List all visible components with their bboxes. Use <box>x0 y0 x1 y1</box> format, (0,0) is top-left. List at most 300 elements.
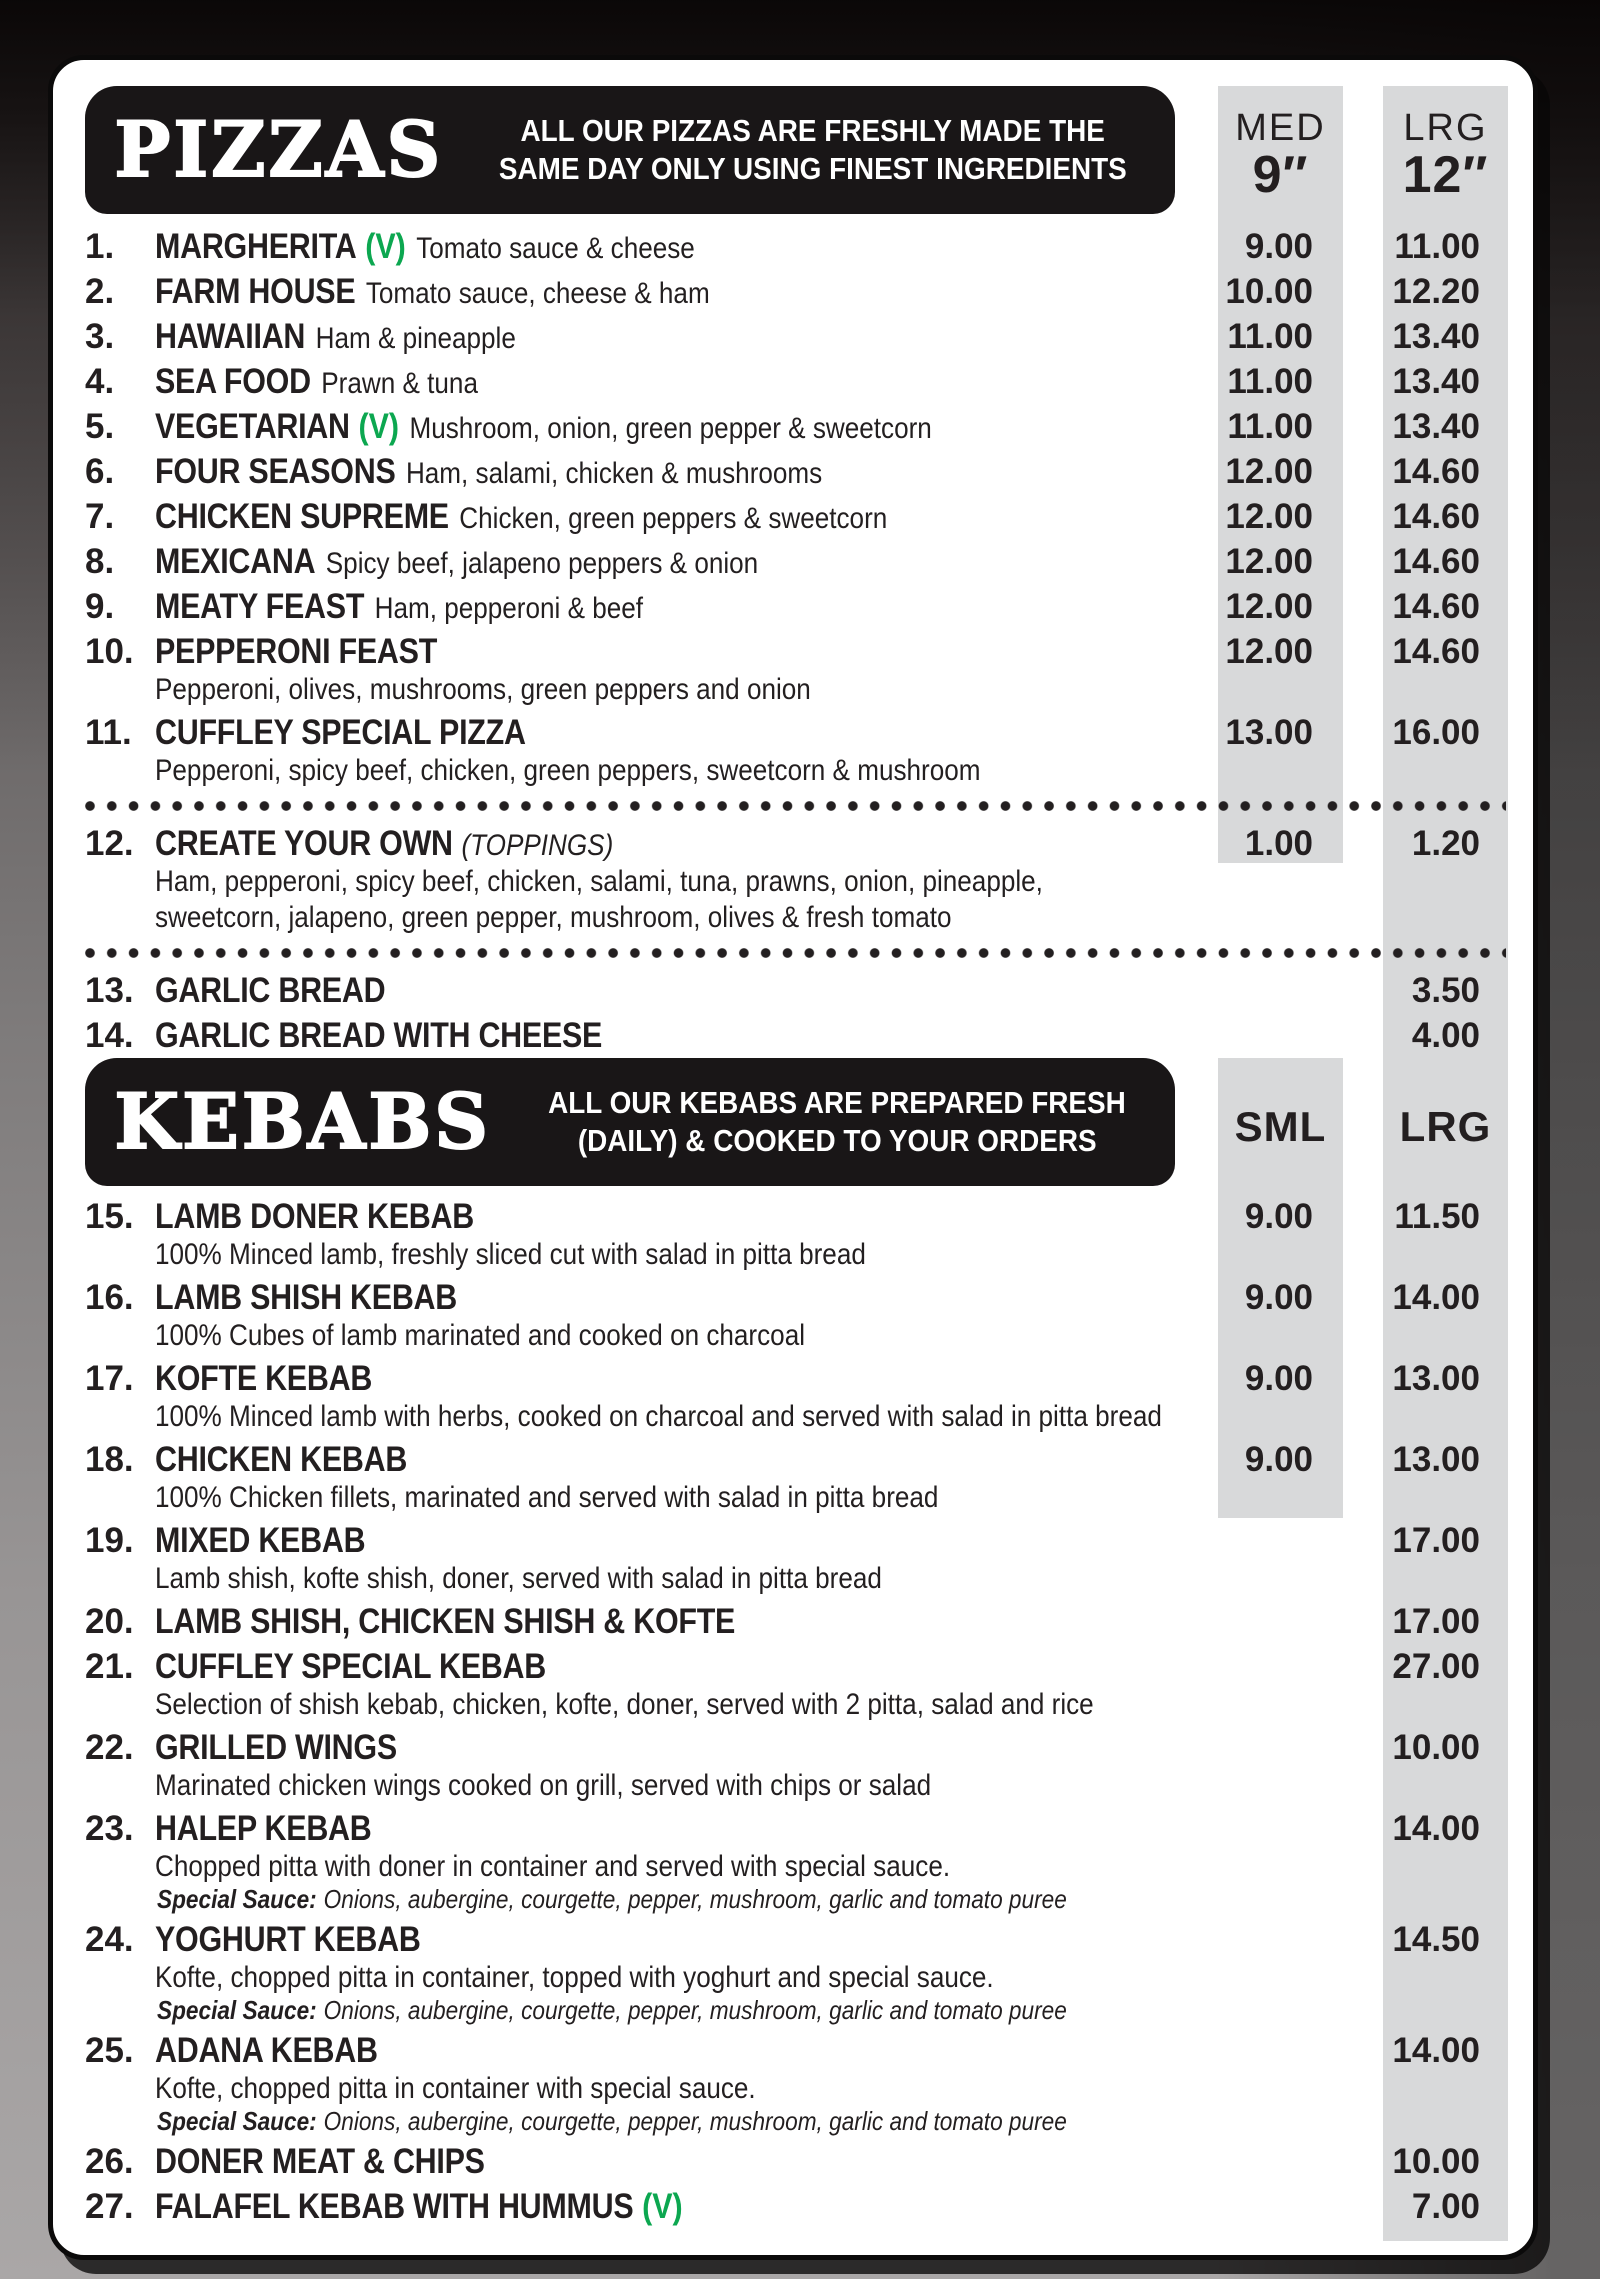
item-description-text: Pepperoni, spicy beef, chicken, green peppers, sweetcorn & mushroom <box>155 754 981 787</box>
menu-item-row <box>85 2028 1508 2139</box>
item-number: 13. <box>85 971 134 1010</box>
price-column-lrg <box>1383 821 1508 938</box>
item-description-line <box>85 902 1218 938</box>
section-tagline-text: ALL OUR KEBABS ARE PREPARED FRESH <box>548 1085 1126 1120</box>
item-title-line <box>85 1275 1218 1320</box>
column-gap <box>1343 1806 1383 1917</box>
spacer-band-left <box>1218 1186 1343 1194</box>
price-med: 9.00 <box>1244 227 1313 266</box>
menu-item-row <box>85 710 1508 791</box>
price-column-sml <box>1218 1644 1343 1725</box>
section-header-cell <box>85 86 1218 214</box>
menu-item-cell <box>85 2184 1218 2229</box>
item-title-line <box>85 449 1218 494</box>
item-title-line <box>85 1806 1218 1851</box>
section-tagline-text: ALL OUR PIZZAS ARE FRESHLY MADE THE <box>520 113 1105 148</box>
price-column-med <box>1218 359 1343 404</box>
item-description-line <box>85 2073 1218 2109</box>
item-title-line <box>85 269 1218 314</box>
column-header-med <box>1218 86 1343 214</box>
menu-item-cell <box>85 359 1218 404</box>
menu-item-row <box>85 449 1508 494</box>
item-number: 24. <box>85 1920 134 1959</box>
menu-item-cell <box>85 224 1218 269</box>
veg-indicator: (V) <box>358 407 400 446</box>
price-lrg: 14.60 <box>1392 497 1480 536</box>
price-column-lrg <box>1383 1194 1508 1275</box>
item-name: GARLIC BREAD WITH CHEESE <box>155 1016 603 1055</box>
item-title-line <box>85 314 1218 359</box>
menu-item-cell <box>85 2139 1218 2184</box>
section-tagline <box>451 112 1175 188</box>
price-lrg: 13.40 <box>1392 407 1480 446</box>
menu-item-cell <box>85 404 1218 449</box>
menu-item-row <box>85 1644 1508 1725</box>
price-column-sml <box>1218 1194 1343 1275</box>
menu-item-cell <box>85 1725 1218 1806</box>
price-lrg: 4.00 <box>1411 1016 1480 1055</box>
item-description-text: Chopped pitta with doner in container and served with special sauce. <box>155 1850 951 1883</box>
item-number: 14. <box>85 1016 134 1055</box>
column-size: 12″ <box>1402 146 1489 204</box>
veg-indicator: (V) <box>365 227 406 266</box>
price-lrg: 14.60 <box>1392 632 1480 671</box>
price-column-med <box>1218 584 1343 629</box>
section-title: PIZZAS <box>114 105 444 194</box>
item-number: 10. <box>85 632 134 671</box>
column-gap <box>1343 449 1383 494</box>
menu-item-cell <box>85 494 1218 539</box>
price-column-lrg <box>1383 1013 1508 1058</box>
menu-item-cell <box>85 1194 1218 1275</box>
item-number: 8. <box>85 542 115 581</box>
price-med: 12.00 <box>1225 497 1313 536</box>
item-description-text: Lamb shish, kofte shish, doner, served with salad in pitta bread <box>155 1562 882 1595</box>
column-label: LRG <box>1403 107 1488 149</box>
price-column-sml <box>1218 1599 1343 1644</box>
section-header-cell <box>85 1058 1218 1186</box>
spacer-cell <box>85 214 1218 224</box>
item-name: MARGHERITA <box>155 227 357 266</box>
item-title-line <box>85 629 1218 674</box>
dotted-divider <box>85 801 1506 811</box>
item-description-text: Marinated chicken wings cooked on grill, served with chips or salad <box>155 1769 932 1802</box>
item-title-line <box>85 2184 1218 2229</box>
price-column-sml <box>1218 1275 1343 1356</box>
menu-item-row <box>85 1194 1508 1275</box>
spacer-cell <box>85 2229 1218 2241</box>
menu-item-cell <box>85 710 1218 791</box>
item-number: 11. <box>85 713 132 752</box>
price-column-sml <box>1218 2139 1343 2184</box>
column-gap <box>1343 2184 1383 2229</box>
column-gap <box>1343 2028 1383 2139</box>
item-number: 25. <box>85 2031 134 2070</box>
item-number: 20. <box>85 1602 134 1641</box>
section-tagline-text: SAME DAY ONLY USING FINEST INGREDIENTS <box>498 151 1127 186</box>
menu-item-cell <box>85 1806 1218 1917</box>
divider-row <box>85 791 1508 821</box>
menu-item-row <box>85 1437 1508 1518</box>
price-column-lrg <box>1383 269 1508 314</box>
menu-item-row <box>85 224 1508 269</box>
price-med: 11.00 <box>1227 317 1313 356</box>
price-lrg: 16.00 <box>1392 713 1480 752</box>
column-gap <box>1343 214 1383 224</box>
price-med: 13.00 <box>1225 713 1313 752</box>
price-column-lrg <box>1383 1644 1508 1725</box>
price-sml: 9.00 <box>1244 1197 1313 1236</box>
item-description-text: Kofte, chopped pitta in container, topped with yoghurt and special sauce. <box>155 1961 994 1994</box>
item-description: Spicy beef, jalapeno peppers & onion <box>325 547 759 580</box>
item-description-line <box>85 1770 1218 1806</box>
menu-item-cell <box>85 269 1218 314</box>
special-sauce-group <box>157 2106 1067 2138</box>
item-name: MEATY FEAST <box>155 587 365 626</box>
price-lrg: 17.00 <box>1392 1602 1480 1641</box>
section-tagline-text: (DAILY) & COOKED TO YOUR ORDERS <box>577 1123 1097 1158</box>
item-description-line <box>85 755 1218 791</box>
price-column-med <box>1218 1013 1343 1058</box>
item-name: CUFFLEY SPECIAL PIZZA <box>155 713 526 752</box>
price-column-lrg <box>1383 1437 1508 1518</box>
price-med: 11.00 <box>1227 362 1313 401</box>
price-med: 12.00 <box>1225 452 1313 491</box>
column-gap <box>1343 359 1383 404</box>
section-tagline-line <box>451 150 1175 188</box>
column-gap <box>1343 1917 1383 2028</box>
item-name: LAMB SHISH, CHICKEN SHISH & KOFTE <box>155 1602 736 1641</box>
menu-item-row <box>85 968 1508 1013</box>
item-description-line <box>85 1482 1218 1518</box>
price-column-sml <box>1218 1356 1343 1437</box>
price-column-med <box>1218 269 1343 314</box>
menu-item-cell <box>85 449 1218 494</box>
spacer-band-left <box>1218 214 1343 224</box>
item-title-line <box>85 1194 1218 1239</box>
menu-item-cell <box>85 1917 1218 2028</box>
price-column-lrg <box>1383 539 1508 584</box>
item-number: 26. <box>85 2142 134 2181</box>
column-gap <box>1343 2139 1383 2184</box>
column-header-sml <box>1218 1058 1343 1186</box>
item-name: CUFFLEY SPECIAL KEBAB <box>155 1647 546 1686</box>
price-lrg: 14.50 <box>1392 1920 1480 1959</box>
veg-indicator: (V) <box>642 2187 683 2226</box>
price-column-med <box>1218 494 1343 539</box>
menu-item-cell <box>85 584 1218 629</box>
price-column-lrg <box>1383 2184 1508 2229</box>
item-number: 1. <box>85 227 115 266</box>
menu-item-row <box>85 539 1508 584</box>
price-lrg: 14.00 <box>1392 2031 1480 2070</box>
column-gap <box>1343 539 1383 584</box>
price-column-med <box>1218 224 1343 269</box>
item-description: Mushroom, onion, green pepper & sweetcorn <box>409 412 932 445</box>
menu-item-row <box>85 1806 1508 1917</box>
item-name: MIXED KEBAB <box>155 1521 366 1560</box>
price-med: 12.00 <box>1225 542 1313 581</box>
column-gap <box>1343 1599 1383 1644</box>
column-gap <box>1343 1194 1383 1275</box>
column-header-lrg <box>1383 86 1508 214</box>
column-gap <box>1343 224 1383 269</box>
column-label: MED <box>1235 107 1326 149</box>
column-gap <box>1343 968 1383 1013</box>
column-gap <box>1343 1437 1383 1518</box>
price-lrg: 13.00 <box>1392 1359 1480 1398</box>
price-lrg: 11.50 <box>1394 1197 1480 1236</box>
menu-item-row <box>85 821 1508 938</box>
price-column-med <box>1218 629 1343 710</box>
item-name: ADANA KEBAB <box>155 2031 378 2070</box>
item-title-line <box>85 1356 1218 1401</box>
item-description-line <box>85 1239 1218 1275</box>
price-lrg: 1.20 <box>1411 824 1480 863</box>
menu-item-row <box>85 1917 1508 2028</box>
menu-item-cell <box>85 314 1218 359</box>
price-column-med <box>1218 404 1343 449</box>
column-gap <box>1343 1275 1383 1356</box>
section-header-row-pizzas <box>85 86 1508 214</box>
item-title-line <box>85 584 1218 629</box>
item-description-text: 100% Minced lamb with herbs, cooked on charcoal and served with salad in pitta bread <box>155 1400 1162 1433</box>
item-number: 5. <box>85 407 115 446</box>
price-column-sml <box>1218 1437 1343 1518</box>
menu-item-cell <box>85 539 1218 584</box>
item-description-line <box>85 1962 1218 1998</box>
price-column-lrg <box>1383 1917 1508 2028</box>
menu-item-cell <box>85 629 1218 710</box>
item-description-line <box>85 1563 1218 1599</box>
special-sauce-label: Special Sauce: <box>157 1884 317 1914</box>
item-number: 19. <box>85 1521 134 1560</box>
item-title-line <box>85 2028 1218 2073</box>
special-sauce-group <box>157 1995 1067 2027</box>
price-column-lrg <box>1383 1275 1508 1356</box>
band-tail-row <box>85 2229 1508 2241</box>
menu-item-row <box>85 359 1508 404</box>
spacer-row <box>85 214 1508 224</box>
item-description-line <box>85 866 1218 902</box>
item-number: 17. <box>85 1359 134 1398</box>
item-number: 2. <box>85 272 115 311</box>
item-name: GARLIC BREAD <box>155 971 386 1010</box>
column-gap <box>1343 710 1383 791</box>
price-column-med <box>1218 449 1343 494</box>
item-number: 23. <box>85 1809 134 1848</box>
item-name: CHICKEN KEBAB <box>155 1440 408 1479</box>
item-description: Ham, salami, chicken & mushrooms <box>405 457 823 490</box>
item-name: SEA FOOD <box>155 362 311 401</box>
price-column-sml <box>1218 1518 1343 1599</box>
spacer-band-right <box>1383 214 1508 224</box>
item-title-line <box>85 710 1218 755</box>
menu-item-cell <box>85 1599 1218 1644</box>
price-column-lrg <box>1383 1725 1508 1806</box>
menu-item-row <box>85 2184 1508 2229</box>
divider-row <box>85 938 1508 968</box>
menu-item-row <box>85 494 1508 539</box>
special-sauce-text: Onions, aubergine, courgette, pepper, mushroom, garlic and tomato puree <box>323 2106 1067 2136</box>
price-column-lrg <box>1383 1806 1508 1917</box>
column-gap <box>1343 584 1383 629</box>
section-tagline-line <box>499 1122 1175 1160</box>
price-column-sml <box>1218 2184 1343 2229</box>
item-description-text: sweetcorn, jalapeno, green pepper, mushroom, olives & fresh tomato <box>155 901 952 934</box>
menu-item-row <box>85 1518 1508 1599</box>
price-lrg: 14.60 <box>1392 587 1480 626</box>
item-name: HALEP KEBAB <box>155 1809 372 1848</box>
column-gap <box>1343 821 1383 938</box>
price-lrg: 7.00 <box>1411 2187 1480 2226</box>
column-gap <box>1343 494 1383 539</box>
price-med: 10.00 <box>1225 272 1313 311</box>
item-description-line <box>85 1401 1218 1437</box>
menu-item-row <box>85 314 1508 359</box>
column-gap <box>1343 1058 1383 1186</box>
menu-item-row <box>85 269 1508 314</box>
price-column-med <box>1218 710 1343 791</box>
item-description-text: 100% Chicken fillets, marinated and served with salad in pitta bread <box>155 1481 939 1514</box>
item-title-line <box>85 1917 1218 1962</box>
item-name: FOUR SEASONS <box>155 452 396 491</box>
menu-item-row <box>85 1725 1508 1806</box>
price-lrg: 12.20 <box>1392 272 1480 311</box>
price-column-lrg <box>1383 1356 1508 1437</box>
item-description-line <box>85 1320 1218 1356</box>
item-number: 15. <box>85 1197 134 1236</box>
price-lrg: 14.60 <box>1392 452 1480 491</box>
item-description: Ham & pineapple <box>315 322 516 355</box>
column-gap <box>1343 1725 1383 1806</box>
column-gap <box>1343 1186 1383 1194</box>
special-sauce-line <box>85 2106 1218 2139</box>
price-sml: 9.00 <box>1244 1278 1313 1317</box>
column-header-lrg <box>1383 1058 1508 1186</box>
item-description-line <box>85 1689 1218 1725</box>
special-sauce-group <box>157 1884 1067 1916</box>
price-column-lrg <box>1383 2139 1508 2184</box>
price-column-lrg <box>1383 968 1508 1013</box>
item-description: Tomato sauce & cheese <box>416 232 695 265</box>
price-sml: 9.00 <box>1244 1440 1313 1479</box>
special-sauce-label: Special Sauce: <box>157 1995 317 2025</box>
menu-rows <box>53 60 1533 2241</box>
menu-item-cell <box>85 1013 1218 1058</box>
item-name: DONER MEAT & CHIPS <box>155 2142 485 2181</box>
price-lrg: 13.00 <box>1392 1440 1480 1479</box>
menu-item-cell <box>85 968 1218 1013</box>
price-column-lrg <box>1383 224 1508 269</box>
section-tagline <box>499 1084 1175 1160</box>
section-header-panel <box>85 1058 1175 1186</box>
item-description: Tomato sauce, cheese & ham <box>365 277 710 310</box>
price-column-sml <box>1218 1917 1343 2028</box>
item-description: Ham, pepperoni & beef <box>374 592 644 625</box>
menu-item-cell <box>85 2028 1218 2139</box>
item-name: GRILLED WINGS <box>155 1728 397 1767</box>
item-description-line <box>85 674 1218 710</box>
price-med: 11.00 <box>1227 407 1313 446</box>
column-label: LRG <box>1399 1103 1492 1150</box>
price-sml: 9.00 <box>1244 1359 1313 1398</box>
item-number: 7. <box>85 497 115 536</box>
price-column-lrg <box>1383 2028 1508 2139</box>
column-label: SML <box>1234 1103 1327 1150</box>
item-title-line <box>85 539 1218 584</box>
price-lrg: 10.00 <box>1392 2142 1480 2181</box>
column-gap <box>1343 269 1383 314</box>
price-column-lrg <box>1383 710 1508 791</box>
dotted-divider <box>85 948 1506 958</box>
price-column-med <box>1218 314 1343 359</box>
special-sauce-label: Special Sauce: <box>157 2106 317 2136</box>
menu-item-row <box>85 1013 1508 1058</box>
price-column-lrg <box>1383 584 1508 629</box>
spacer-cell <box>1218 2229 1343 2241</box>
column-gap <box>1343 1356 1383 1437</box>
item-name: FALAFEL KEBAB WITH HUMMUS <box>155 2187 634 2226</box>
menu-item-cell <box>85 1644 1218 1725</box>
price-lrg: 10.00 <box>1392 1728 1480 1767</box>
item-title-line <box>85 1013 1218 1058</box>
item-description: Prawn & tuna <box>321 367 478 400</box>
price-lrg: 13.40 <box>1392 317 1480 356</box>
item-description-text: 100% Minced lamb, freshly sliced cut with salad in pitta bread <box>155 1238 866 1271</box>
price-lrg: 17.00 <box>1392 1521 1480 1560</box>
item-title-line <box>85 1644 1218 1689</box>
spacer-cell <box>85 1186 1218 1194</box>
column-gap <box>1343 86 1383 214</box>
item-description-line <box>85 1851 1218 1887</box>
column-gap <box>1343 1518 1383 1599</box>
item-title-line <box>85 821 1218 866</box>
item-number: 21. <box>85 1647 134 1686</box>
item-description-text: Selection of shish kebab, chicken, kofte, doner, served with 2 pitta, salad and rice <box>155 1688 1094 1721</box>
special-sauce-line <box>85 1995 1218 2028</box>
price-column-lrg <box>1383 359 1508 404</box>
price-lrg: 13.40 <box>1392 362 1480 401</box>
item-title-line <box>85 494 1218 539</box>
menu-item-cell <box>85 1437 1218 1518</box>
item-name: HAWAIIAN <box>155 317 306 356</box>
price-column-lrg <box>1383 494 1508 539</box>
section-tagline-line <box>499 1084 1175 1122</box>
item-number: 3. <box>85 317 115 356</box>
item-title-line <box>85 2139 1218 2184</box>
item-number: 6. <box>85 452 115 491</box>
menu-item-row <box>85 1275 1508 1356</box>
item-title-line <box>85 968 1218 1013</box>
price-column-lrg <box>1383 449 1508 494</box>
item-name: PEPPERONI FEAST <box>155 632 438 671</box>
item-number: 18. <box>85 1440 134 1479</box>
menu-item-cell <box>85 1518 1218 1599</box>
menu-item-row <box>85 404 1508 449</box>
spacer-row <box>85 1186 1508 1194</box>
item-title-line <box>85 224 1218 269</box>
menu-card <box>48 55 1538 2260</box>
item-number: 9. <box>85 587 115 626</box>
item-description-text: Pepperoni, olives, mushrooms, green peppers and onion <box>155 673 811 706</box>
price-column-sml <box>1218 2028 1343 2139</box>
item-name: FARM HOUSE <box>155 272 356 311</box>
item-title-line <box>85 1599 1218 1644</box>
price-column-med <box>1218 539 1343 584</box>
item-name: CREATE YOUR OWN <box>155 824 453 863</box>
item-name-suffix: (TOPPINGS) <box>461 829 614 862</box>
